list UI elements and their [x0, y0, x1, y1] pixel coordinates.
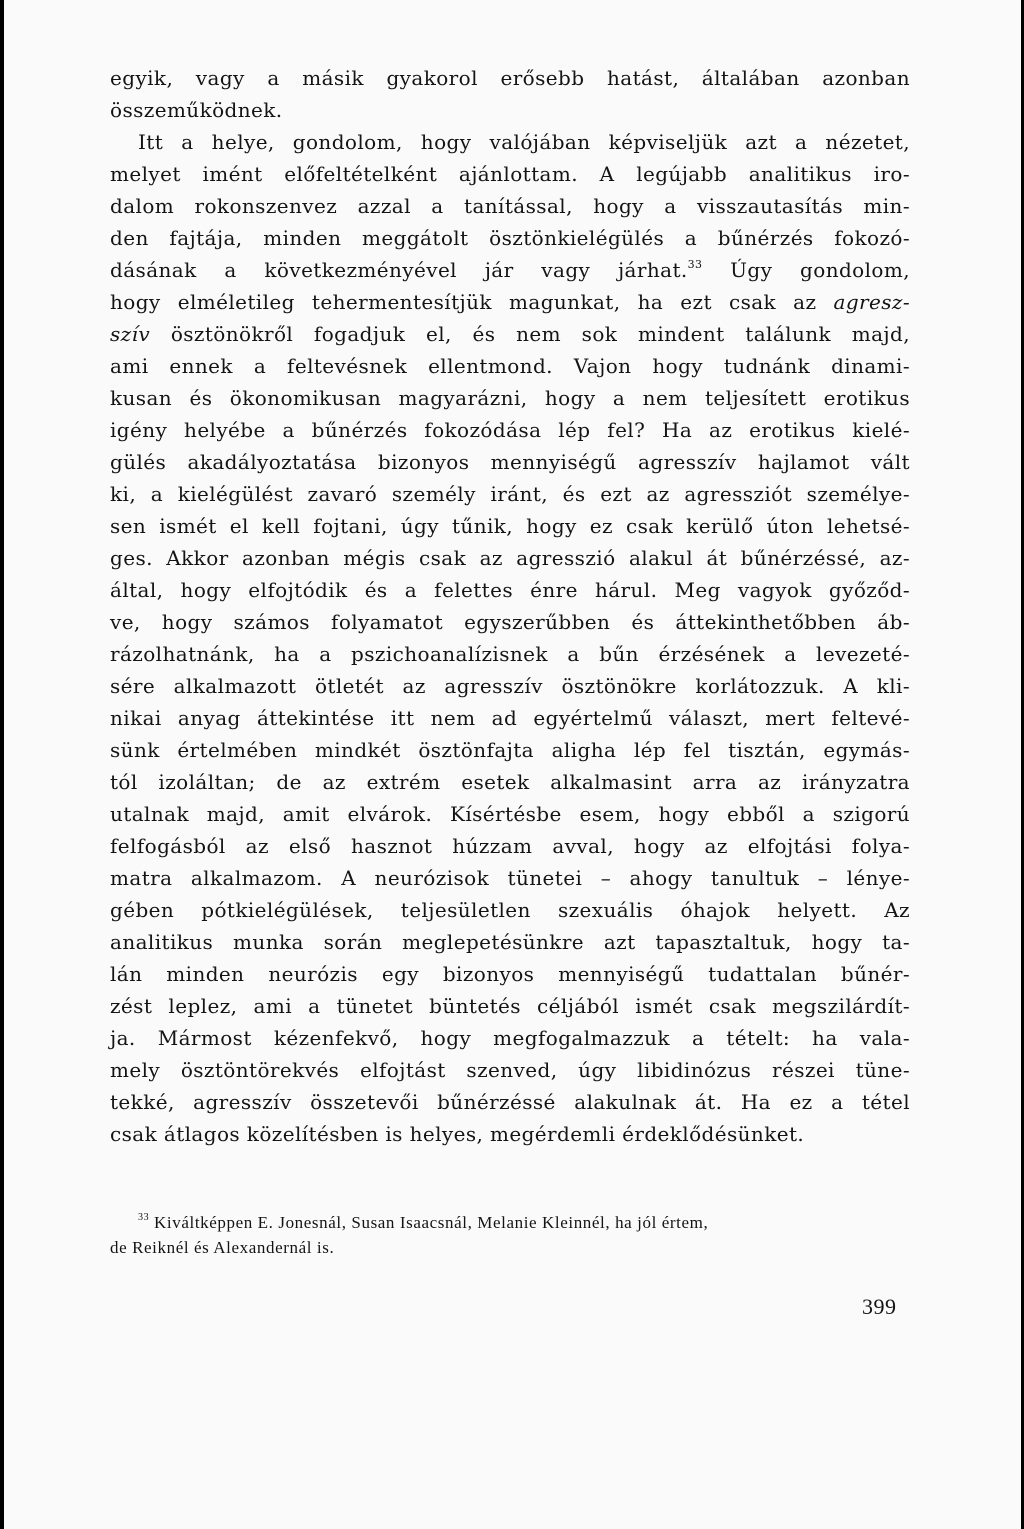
- text-line: melyet imént előfeltételként ajánlottam. A legújabb analitikus iro-: [110, 162, 910, 186]
- text-line: igény helyébe a bűnérzés fokozódása lép fel? Ha az erotikus kielé-: [110, 418, 910, 442]
- text-line: sen ismét el kell fojtani, úgy tűnik, hogy ez csak kerülő úton lehetsé-: [110, 514, 910, 538]
- book-page: [4, 0, 1021, 1529]
- text-line: gülés akadályoztatása bizonyos mennyiségű agresszív hajlamot vált: [110, 450, 910, 474]
- text-line: mely ösztöntörekvés elfojtást szenved, úgy libidinózus részei tüne-: [110, 1058, 910, 1082]
- text-line: zést leplez, ami a tünetet büntetés céljából ismét csak megszilárdít-: [110, 994, 910, 1018]
- text-line: den fajtája, minden meggátolt ösztönkielégülés a bűnérzés fokozó-: [110, 226, 910, 250]
- text-line: rázolhatnánk, ha a pszichoanalízisnek a bűn érzésének a levezeté-: [110, 642, 910, 666]
- text-line: utalnak majd, amit elvárok. Kísértésbe esem, hogy ebből a szigorú: [110, 802, 910, 826]
- footnote-line: de Reiknél és Alexandernál is.: [110, 1238, 335, 1257]
- text-line: felfogásból az első hasznot húzzam avval, hogy az elfojtási folya-: [110, 834, 910, 858]
- text-segment: ösztönökről fogadjuk el, és nem sok mindent találunk majd,: [170, 322, 910, 346]
- text-line: csak átlagos közelítésben is helyes, megérdemli érdeklődésünket.: [110, 1122, 805, 1146]
- text-segment: hogy elméletileg tehermentesítjük magunkat, ha ezt csak az: [110, 290, 817, 314]
- text-line: egyik, vagy a másik gyakorol erősebb hatást, általában azonban: [110, 66, 910, 90]
- text-segment: dásának a következményével jár vagy járhat.: [110, 258, 688, 282]
- footnote-number: 33: [138, 1212, 150, 1223]
- italic-word: szív: [110, 322, 151, 346]
- footnote-text: Kiváltképpen E. Jonesnál, Susan Isaacsnál, Melanie Kleinnél, ha jól értem,: [149, 1213, 709, 1232]
- text-line: kusan és ökonomikusan magyarázni, hogy a nem teljesített erotikus: [110, 386, 910, 410]
- text-line: ja. Mármost kézenfekvő, hogy megfogalmazzuk a tételt: ha vala-: [110, 1026, 910, 1050]
- footnote-reference: 33: [687, 258, 703, 271]
- text-line: dalom rokonszenvez azzal a tanítással, hogy a visszautasítás min-: [110, 194, 910, 218]
- text-line: gében pótkielégülések, teljesületlen szexuális óhajok helyett. Az: [110, 898, 910, 922]
- text-line: sünk értelmében mindkét ösztönfajta aligha lép fel tisztán, egymás-: [110, 738, 910, 762]
- text-line: összeműködnek.: [110, 98, 283, 122]
- text-line-with-italic: [110, 286, 910, 318]
- page-number: 399: [862, 1294, 897, 1319]
- text-line: Itt a helye, gondolom, hogy valójában képviseljük azt a nézetet,: [138, 130, 910, 154]
- text-line: lán minden neurózis egy bizonyos mennyiségű tudattalan bűnér-: [110, 962, 910, 986]
- text-line: ki, a kielégülést zavaró személy iránt, és ezt az agressziót személye-: [110, 482, 910, 506]
- text-line-with-italic: [110, 318, 910, 350]
- text-line: tekké, agresszív összetevői bűnérzéssé alakulnak át. Ha ez a tétel: [110, 1090, 910, 1114]
- text-line-with-footnote-ref: [110, 254, 910, 286]
- text-line: ami ennek a feltevésnek ellentmond. Vajon hogy tudnánk dinami-: [110, 354, 910, 378]
- text-line: analitikus munka során meglepetésünkre azt tapasztaltuk, hogy ta-: [110, 930, 910, 954]
- text-segment: Úgy gondolom,: [702, 258, 910, 282]
- italic-word: agresz-: [833, 290, 910, 314]
- text-line: által, hogy elfojtódik és a felettes énre hárul. Meg vagyok győződ-: [110, 578, 910, 602]
- footnote: [110, 1210, 910, 1260]
- text-line: matra alkalmazom. A neurózisok tünetei – ahogy tanultuk – lénye-: [110, 866, 910, 890]
- text-line: nikai anyag áttekintése itt nem ad egyértelmű választ, mert feltevé-: [110, 706, 910, 730]
- text-line: ges. Akkor azonban mégis csak az agresszió alakul át bűnérzéssé, az-: [110, 546, 910, 570]
- text-line: sére alkalmazott ötletét az agresszív ösztönökre korlátozzuk. A kli-: [110, 674, 910, 698]
- text-line: tól izoláltan; de az extrém esetek alkalmasint arra az irányzatra: [110, 770, 910, 794]
- body-text: [110, 62, 910, 1150]
- text-line: ve, hogy számos folyamatot egyszerűbben és áttekinthetőbben áb-: [110, 610, 910, 634]
- footnote-line: [110, 1210, 910, 1235]
